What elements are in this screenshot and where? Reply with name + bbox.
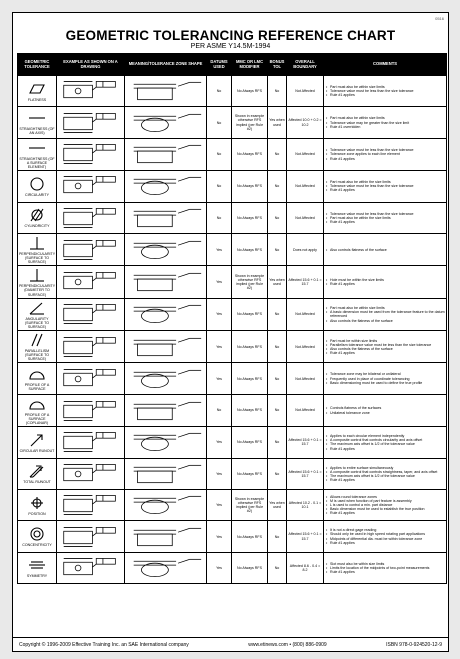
bonus-cell: No <box>268 233 287 265</box>
header-row <box>18 54 447 76</box>
bonus-cell: No <box>268 202 287 233</box>
bonus-cell: No <box>268 363 287 394</box>
example-drawing <box>57 363 125 394</box>
bonus-cell: No <box>268 298 287 330</box>
comment-item: • Part must also be within size limits <box>326 116 445 120</box>
tolerance-cell <box>18 138 57 170</box>
comment-item: • Controls flatness of the surfaces <box>326 406 445 410</box>
mmc-cell: No Always RFS <box>232 552 268 583</box>
tolerance-name: SYMMETRY <box>26 574 48 579</box>
meaning-drawing <box>125 266 207 298</box>
overall-cell: Affected 15.6 + 0.1 = 15.7 <box>287 266 324 298</box>
tolerance-name: PERPENDICULARITY (SURFACE TO SURFACE) <box>19 251 56 265</box>
meaning-drawing <box>125 107 207 138</box>
datums-cell: Yes <box>207 427 232 458</box>
overall-cell: Not Affected <box>287 76 324 107</box>
perpendicularity-icon <box>27 235 47 251</box>
comment-item: • The maximum axis offset is 1/2 of the tolerance value <box>326 474 445 478</box>
mmc-cell: No Always RFS <box>232 458 268 489</box>
comment-item: • Tolerance value must be less than the size tolerance <box>326 89 445 93</box>
chart-title: GEOMETRIC TOLERANCING REFERENCE CHART <box>65 28 396 43</box>
reference-chart <box>12 12 449 652</box>
tolerance-cell <box>18 458 57 489</box>
comment-item: • Slot must also be within size limits <box>326 562 445 566</box>
chart-code: 0516 <box>435 16 444 21</box>
comment-item: • Frequently used in place of coordinate tolerancing <box>326 377 445 381</box>
tolerance-cell <box>18 76 57 107</box>
comment-item: • Tolerance value must be less than the size tolerance <box>326 212 445 216</box>
overall-cell: Affected 10.2 - 0.1 = 10.1 <box>287 489 324 520</box>
overall-cell: Not Affected <box>287 363 324 394</box>
comment-item: • M is used when function of part feature is assembly <box>326 499 445 503</box>
bonus-cell: No <box>268 458 287 489</box>
meaning-drawing <box>125 331 207 363</box>
example-drawing <box>57 202 125 233</box>
bonus-cell: No <box>268 331 287 363</box>
tolerance-table <box>17 53 447 584</box>
overall-cell: Not Affected <box>287 171 324 202</box>
mmc-cell: No Always RFS <box>232 171 268 202</box>
tolerance-name: TOTAL RUNOUT <box>23 480 51 485</box>
header-geometric-tolerance: GEOMETRIC TOLERANCE <box>18 54 57 76</box>
datums-cell: No <box>207 202 232 233</box>
table-row <box>18 552 447 583</box>
comment-item: • Rule #1 applies <box>326 447 445 451</box>
comment-item: • Tolerance value must be less than the size tolerance <box>326 148 445 152</box>
example-drawing <box>57 458 125 489</box>
datums-cell: Yes <box>207 266 232 298</box>
overall-cell: Not Affected <box>287 394 324 426</box>
cylindricity-icon <box>27 207 47 223</box>
bonus-cell: No <box>268 394 287 426</box>
bonus-cell: No <box>268 427 287 458</box>
bonus-cell: No <box>268 521 287 552</box>
mmc-cell: No Always RFS <box>232 521 268 552</box>
overall-cell: Does not apply <box>287 233 324 265</box>
example-drawing <box>57 394 125 426</box>
mmc-cell: No Always RFS <box>232 233 268 265</box>
comment-item: • The maximum axis offset is 1/2 of the tolerance value <box>326 442 445 446</box>
datums-cell: Yes <box>207 552 232 583</box>
comment-item: • Rule #1 applies <box>326 541 445 545</box>
overall-cell: Affected 8.6 - 0.4 = 8.2 <box>287 552 324 583</box>
comment-item: • Rule #1 applies <box>326 93 445 97</box>
comment-item: • Rule #1 applies <box>326 570 445 574</box>
example-drawing <box>57 233 125 265</box>
comment-item: • Parallelism tolerance value must be less than the size tolerance <box>326 343 445 347</box>
bonus-cell: No <box>268 138 287 170</box>
tolerance-name: CIRCULARITY <box>25 192 49 197</box>
comment-item: • Applies to each circular element independently <box>326 434 445 438</box>
bonus-cell: Yes when used <box>268 266 287 298</box>
tolerance-cell <box>18 171 57 202</box>
comment-item: • Rule #1 applies <box>326 478 445 482</box>
tolerance-name: FLATNESS <box>27 97 47 102</box>
meaning-drawing <box>125 458 207 489</box>
datums-cell: Yes <box>207 233 232 265</box>
comment-item: • Should only be used in high speed rotating part applications <box>326 532 445 536</box>
datums-cell: No <box>207 76 232 107</box>
footer-copyright: Copyright © 1996-2009 Effective Training Inc. an SAE International company <box>19 641 189 648</box>
bonus-cell: No <box>268 76 287 107</box>
table-row <box>18 138 447 170</box>
straightness-icon <box>27 140 47 156</box>
tolerance-name: PROFILE OF A SURFACE <box>24 383 50 392</box>
comments-cell <box>324 202 447 233</box>
comments-cell <box>324 489 447 520</box>
example-drawing <box>57 138 125 170</box>
meaning-drawing <box>125 394 207 426</box>
example-drawing <box>57 171 125 202</box>
table-row <box>18 331 447 363</box>
comment-item: • Also controls the flatness of the surface <box>326 347 445 351</box>
tolerance-name: STRAIGHTNESS (OF AN AXIS) <box>19 126 55 136</box>
comment-item: • Limits the location of the midpoints of two-point measurements <box>326 566 445 570</box>
comment-item: • A composite control that controls straightness, taper, and axis offset <box>326 470 445 474</box>
example-drawing <box>57 521 125 552</box>
comment-item: • Tolerance zone may be bilateral or unilateral <box>326 372 445 376</box>
tolerance-cell <box>18 233 57 265</box>
table-row <box>18 171 447 202</box>
overall-cell: Not Affected <box>287 202 324 233</box>
meaning-drawing <box>125 138 207 170</box>
overall-cell: Affected 15.6 + 0.1 = 15.7 <box>287 458 324 489</box>
tolerance-cell <box>18 394 57 426</box>
mmc-cell: No Always RFS <box>232 138 268 170</box>
tolerance-cell <box>18 363 57 394</box>
comment-item: • Hole must be within the size limits <box>326 278 445 282</box>
comment-item: • Also controls flatness of the surface <box>326 248 445 252</box>
tolerance-name: CIRCULAR RUNOUT <box>19 448 55 453</box>
comment-item: • Applies to entire surface simultaneously <box>326 466 445 470</box>
tolerance-cell <box>18 107 57 138</box>
comments-cell <box>324 521 447 552</box>
comments-cell <box>324 394 447 426</box>
header-comments: COMMENTS <box>324 54 447 76</box>
table-row <box>18 458 447 489</box>
concentricity-icon <box>27 526 47 542</box>
meaning-drawing <box>125 363 207 394</box>
comment-item: • Part must also be within size limits <box>326 85 445 89</box>
bonus-cell: No <box>268 552 287 583</box>
datums-cell: No <box>207 138 232 170</box>
example-drawing <box>57 489 125 520</box>
table-row <box>18 107 447 138</box>
datums-cell: Yes <box>207 298 232 330</box>
header-bonus: BONUS TOL <box>268 54 287 76</box>
example-drawing <box>57 427 125 458</box>
table-row <box>18 233 447 265</box>
profile-surface-icon <box>27 366 47 382</box>
meaning-drawing <box>125 521 207 552</box>
comment-item: • Part must also be within the size limits <box>326 180 445 184</box>
overall-cell: Affected 10.0 + 0.2 = 10.2 <box>287 107 324 138</box>
mmc-cell: No Always RFS <box>232 363 268 394</box>
table-row <box>18 489 447 520</box>
table-row <box>18 298 447 330</box>
comment-item: • Basic dimension must be used to establish the true position <box>326 507 445 511</box>
comment-item: • Rule #1 applies <box>326 157 445 161</box>
comments-cell <box>324 331 447 363</box>
meaning-drawing <box>125 552 207 583</box>
comment-item: • Allows round tolerance zones <box>326 495 445 499</box>
example-drawing <box>57 331 125 363</box>
comments-cell <box>324 427 447 458</box>
meaning-drawing <box>125 427 207 458</box>
comments-cell <box>324 171 447 202</box>
mmc-cell: No Always RFS <box>232 427 268 458</box>
datums-cell: No <box>207 107 232 138</box>
footer <box>13 637 448 651</box>
comments-cell <box>324 552 447 583</box>
circular-runout-icon <box>27 432 47 448</box>
comment-item: • Also controls the flatness of the surface <box>326 319 445 323</box>
comment-item: • Midpoints of differential dia. must be within tolerance zone <box>326 537 445 541</box>
header-example: EXAMPLE AS SHOWN ON A DRAWING <box>57 54 125 76</box>
meaning-drawing <box>125 76 207 107</box>
example-drawing <box>57 298 125 330</box>
tolerance-name: PROFILE OF A SURFACE (COPLANAR) <box>24 412 50 426</box>
comment-item: • Part must also be within the size limits <box>326 216 445 220</box>
comment-item: • L is used to control a min. part distance <box>326 503 445 507</box>
tolerance-cell <box>18 298 57 330</box>
tolerance-name: POSITION <box>28 511 46 516</box>
comment-item: • It is not a direct gage reading <box>326 528 445 532</box>
comment-item: • Rule #1 applies <box>326 188 445 192</box>
table-row <box>18 521 447 552</box>
mmc-cell: No Always RFS <box>232 298 268 330</box>
bonus-cell: No <box>268 171 287 202</box>
datums-cell: No <box>207 394 232 426</box>
overall-cell: Affected 15.6 + 0.1 = 15.7 <box>287 521 324 552</box>
table-row <box>18 427 447 458</box>
comment-item: • Tolerance value may be greater than the size limit <box>326 121 445 125</box>
comment-item: • A basic dimension must be used from the tolerance feature to the datum referenced <box>326 310 445 318</box>
flatness-icon <box>27 81 47 97</box>
datums-cell: Yes <box>207 521 232 552</box>
example-drawing <box>57 76 125 107</box>
parallelism-icon <box>27 332 47 348</box>
comment-item: • Rule #1 overridden <box>326 125 445 129</box>
overall-cell: Not Affected <box>287 138 324 170</box>
comment-item: • A composite control that controls circularity and axis offset <box>326 438 445 442</box>
example-drawing <box>57 552 125 583</box>
overall-cell: Affected 15.6 + 0.1 = 15.7 <box>287 427 324 458</box>
footer-isbn: ISBN 978-0-924520-12-9 <box>386 641 442 648</box>
bonus-cell: Yes when used <box>268 489 287 520</box>
comments-cell <box>324 266 447 298</box>
comments-cell <box>324 298 447 330</box>
datums-cell: Yes <box>207 458 232 489</box>
footer-contact: www.etinews.com • (800) 886-0909 <box>248 641 327 648</box>
comment-item: • Basic dimensioning must be used to define the true profile <box>326 381 445 385</box>
comments-cell <box>324 76 447 107</box>
straightness-icon <box>27 110 47 126</box>
table-row <box>18 76 447 107</box>
meaning-drawing <box>125 171 207 202</box>
mmc-cell: No Always RFS <box>232 394 268 426</box>
table-row <box>18 363 447 394</box>
comment-item: • Tolerance zone applies to each line element <box>326 152 445 156</box>
comment-item: • Part must also be within size limits <box>326 306 445 310</box>
chart-subtitle: PER ASME Y14.5M-1994 <box>190 43 271 50</box>
comment-item: • Rule #1 applies <box>326 511 445 515</box>
comments-cell <box>324 363 447 394</box>
table-row <box>18 394 447 426</box>
tolerance-name: STRAIGHTNESS (OF A SURFACE ELEMENT) <box>19 156 55 170</box>
symmetry-icon <box>27 557 47 573</box>
meaning-drawing <box>125 233 207 265</box>
tolerance-cell <box>18 552 57 583</box>
mmc-cell: Shown in example otherwise RFS implied (per Rule #2) <box>232 489 268 520</box>
comment-item: • Rule #1 applies <box>326 282 445 286</box>
header-mmc-lmc: MMC OR LMC MODIFIER <box>232 54 268 76</box>
comment-item: • Unilateral tolerance zone <box>326 411 445 415</box>
comments-cell <box>324 458 447 489</box>
mmc-cell: Shown in example otherwise RFS implied (per Rule #2) <box>232 107 268 138</box>
tolerance-name: CYLINDRICITY <box>24 224 50 229</box>
comment-item: • Rule #1 applies <box>326 220 445 224</box>
mmc-cell: Shown in example otherwise RFS implied (per Rule #2) <box>232 266 268 298</box>
mmc-cell: No Always RFS <box>232 76 268 107</box>
position-icon <box>27 495 47 511</box>
header-datums: DATUMS USED <box>207 54 232 76</box>
bonus-cell: Yes when used <box>268 107 287 138</box>
datums-cell: Yes <box>207 363 232 394</box>
overall-cell: Not Affected <box>287 298 324 330</box>
tolerance-name: PERPENDICULARITY (DIAMETER TO SURFACE) <box>19 284 56 297</box>
datums-cell: No <box>207 171 232 202</box>
tolerance-name: ANGULARITY (SURFACE TO SURFACE) <box>24 316 50 329</box>
tolerance-cell <box>18 489 57 520</box>
tolerance-cell <box>18 266 57 298</box>
tolerance-cell <box>18 521 57 552</box>
datums-cell: Yes <box>207 331 232 363</box>
tolerance-name: PARALLELISM (SURFACE TO SURFACE) <box>24 349 50 362</box>
comments-cell <box>324 233 447 265</box>
header-overall: OVERALL BOUNDARY <box>287 54 324 76</box>
mmc-cell: No Always RFS <box>232 331 268 363</box>
profile-surface-icon <box>27 396 47 412</box>
circularity-icon <box>27 176 47 192</box>
comment-item: • Part must be within size limits <box>326 339 445 343</box>
tolerance-cell <box>18 202 57 233</box>
tolerance-cell <box>18 331 57 363</box>
angularity-icon <box>27 300 47 316</box>
comments-cell <box>324 138 447 170</box>
perpendicularity-icon <box>27 267 47 283</box>
header-meaning: MEANING/TOLERANCE ZONE SHAPE <box>125 54 207 76</box>
overall-cell: Not Affected <box>287 331 324 363</box>
comment-item: • Rule #1 applies <box>326 351 445 355</box>
total-runout-icon <box>27 463 47 479</box>
comments-cell <box>324 107 447 138</box>
example-drawing <box>57 107 125 138</box>
table-row <box>18 266 447 298</box>
tolerance-name: CONCENTRICITY <box>22 543 52 547</box>
meaning-drawing <box>125 202 207 233</box>
example-drawing <box>57 266 125 298</box>
comment-item: • Tolerance value must be less than the size tolerance <box>326 184 445 188</box>
meaning-drawing <box>125 489 207 520</box>
meaning-drawing <box>125 298 207 330</box>
tolerance-cell <box>18 427 57 458</box>
datums-cell: Yes <box>207 489 232 520</box>
mmc-cell: No Always RFS <box>232 202 268 233</box>
table-row <box>18 202 447 233</box>
